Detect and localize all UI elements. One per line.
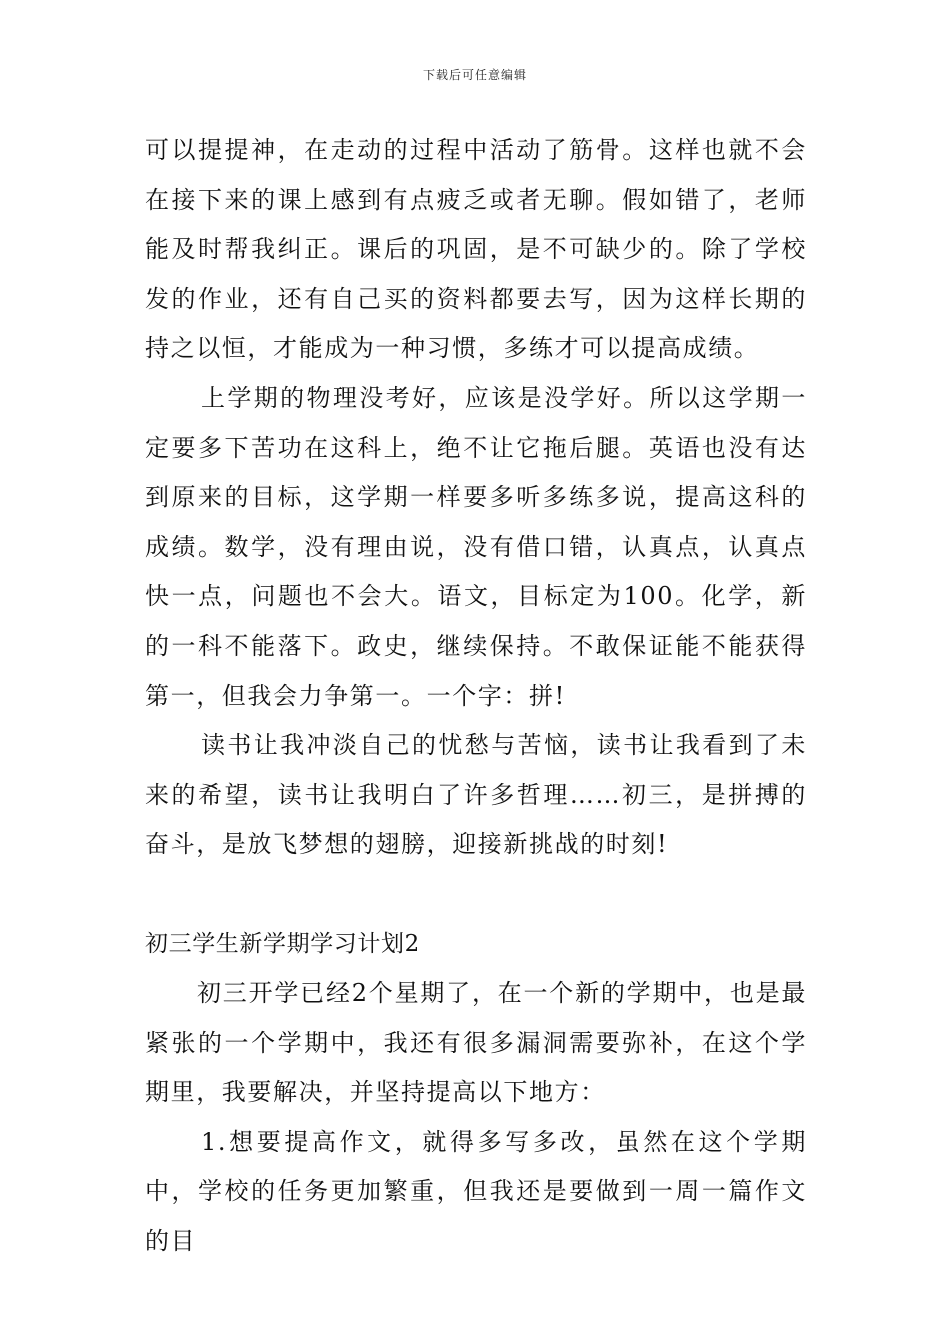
paragraph-1: 可以提提神，在走动的过程中活动了筋骨。这样也就不会在接下来的课上感到有点疲乏或者无聊。假如错了，老师能及时帮我纠正。课后的巩固，是不可缺少的。除了学校发的作业，还有自己买的资料都要去写，因为这样长期的持之以恒，才能成为一种习惯，多练才可以提高成绩。 [145,136,807,363]
page-header: 下载后可任意编辑 [422,68,527,82]
paragraph-3: 读书让我冲淡自己的忧愁与苦恼，读书让我看到了未来的希望，读书让我明白了许多哲理……初三，是拼搏的奋斗，是放飞梦想的翅膀，迎接新挑战的时刻! [145,731,807,859]
document-body [145,126,807,1267]
paragraph-5: 1.想要提高作文，就得多写多改，虽然在这个学期中，学校的任务更加繁重，但我还是要做到一周一篇作文的目 [145,1127,807,1256]
paragraph-4: 初三开学已经2个星期了，在一个新的学期中，也是最紧张的一个学期中，我还有很多漏洞需要弥补，在这个学期里，我要解决，并坚持提高以下地方： [145,979,807,1107]
paragraph-2: 上学期的物理没考好，应该是没学好。所以这学期一定要多下苦功在这科上，绝不让它拖后腿。英语也没有达到原来的目标，这学期一样要多听多练多说，提高这科的成绩。数学，没有理由说，没有借口错，认真点，认真点快一点，问题也不会大。语文，目标定为100。化学，新的一科不能落下。政史，继续保持。不敢保证能不能获得第一，但我会力争第一。一个字：拼! [145,383,807,710]
section-heading: 初三学生新学期学习计划2 [145,930,420,957]
